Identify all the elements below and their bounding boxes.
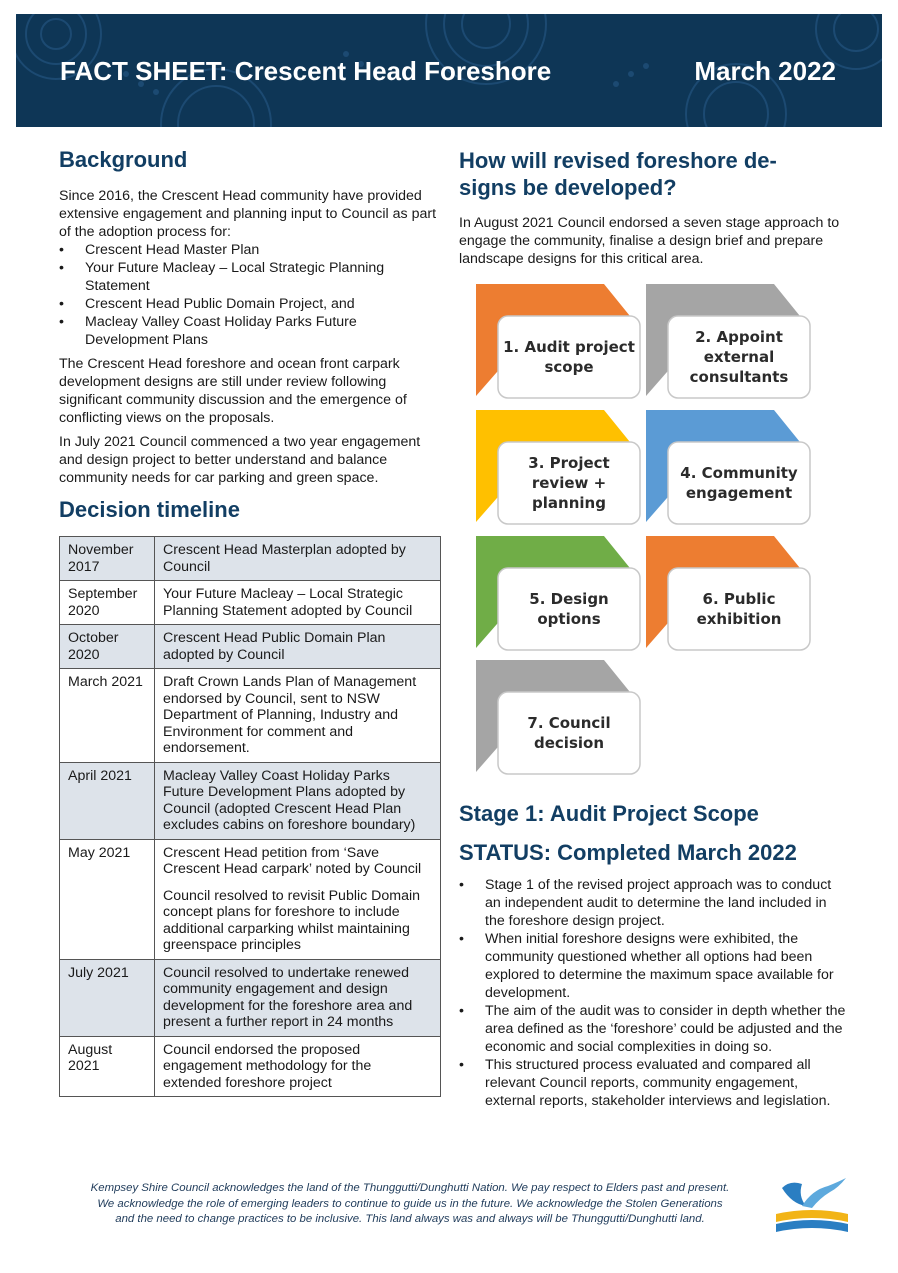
stage-4-box [646, 410, 810, 524]
list-item: • Your Future Macleay – Local Strategic Planning Statement [59, 259, 441, 295]
stage1-heading: Stage 1: Audit Project Scope [459, 801, 759, 826]
timeline-date: March 2021 [60, 669, 155, 763]
table-row [60, 1036, 441, 1097]
footer-line: We acknowledge the role of emerging leaders to continue to guide us in the future. We acknowledge the Stolen Generations [97, 1197, 723, 1210]
stage-2-label: external [703, 348, 775, 366]
timeline-date: July 2021 [60, 959, 155, 1036]
stage-1-card [498, 316, 640, 398]
stage-7-label: decision [534, 734, 604, 752]
list-item: • Crescent Head Public Domain Project, and [59, 295, 441, 313]
stage-2-label: 2. Appoint [695, 328, 783, 346]
background-list [59, 241, 441, 349]
stage-6-card [668, 568, 810, 650]
timeline-text: Draft Crown Lands Plan of Management endorsed by Council, sent to NSW Department of Planning, Industry and Environment for comment and endorsement. [155, 669, 441, 763]
timeline-date: April 2021 [60, 762, 155, 839]
table-row [60, 959, 441, 1036]
publication-date: March 2022 [694, 56, 836, 86]
stage-4-label: 4. Community [680, 464, 798, 482]
stage-4-label: engagement [685, 484, 793, 502]
table-row [60, 625, 441, 669]
stage-3-label: review + [531, 474, 607, 492]
list-item: • Stage 1 of the revised project approach was to conduct an independent audit to determine the land included in the foreshore design project. [459, 876, 849, 930]
list-item: • This structured process evaluated and compared all relevant Council reports, community engagement, external reports, stakeholder interviews and legislation. [459, 1056, 849, 1110]
background-heading: Background [59, 147, 188, 172]
right-column [459, 147, 849, 268]
stage-1-label: 1. Audit project [503, 338, 635, 356]
stage1-list [459, 876, 849, 1110]
stage-6-label: 6. Public [702, 590, 776, 608]
stage-2-label: consultants [689, 368, 789, 386]
page-title: FACT SHEET: Crescent Head Foreshore [60, 56, 552, 86]
revised-designs-heading [459, 147, 849, 201]
table-row [60, 581, 441, 625]
background-intro: Since 2016, the Crescent Head community have provided extensive engagement and planning input to Council as part of the adoption process for: [59, 188, 437, 240]
stage-6-box [646, 536, 810, 650]
timeline-heading: Decision timeline [59, 497, 240, 522]
footer-line: and the need to change practices to be inclusive. This land always was and always will be Thunggutti/Dunghutti land. [115, 1213, 705, 1225]
stage1-status: STATUS: Completed March 2022 [459, 840, 797, 865]
timeline-text-part: Crescent Head petition from ‘Save Crescent Head carpark’ noted by Council [163, 844, 422, 877]
timeline-text: Crescent Head Public Domain Plan adopted by Council [155, 625, 441, 669]
timeline-text: Council resolved to undertake renewed community engagement and design development for the foreshore area and present a further report in 24 months [155, 959, 441, 1036]
stage-4-card [668, 442, 810, 524]
left-column [59, 147, 441, 1097]
footer-line: Kempsey Shire Council acknowledges the land of the Thunggutti/Dunghutti Nation. We pay respect to Elders past and present. [90, 1182, 730, 1194]
stage-2-box [646, 284, 810, 398]
stage-5-card [498, 568, 640, 650]
timeline-text: Macleay Valley Coast Holiday Parks Future Development Plans adopted by Council (adopted Crescent Head Plan excludes cabins on foreshore boundary) [155, 762, 441, 839]
stage-1-label: scope [544, 358, 594, 376]
timeline-text-part: Council resolved to revisit Public Domain concept plans for foreshore to include additional carparking whilst maintaining greenspace principles [163, 887, 421, 953]
table-row [60, 537, 441, 581]
timeline-text: Crescent Head Masterplan adopted by Council [155, 537, 441, 581]
timeline-date: September 2020 [60, 581, 155, 625]
stage-1-box [476, 284, 640, 398]
stage-7-label: 7. Council [527, 714, 611, 732]
list-item: • Macleay Valley Coast Holiday Parks Future Development Plans [59, 313, 441, 349]
stage-6-label: exhibition [696, 610, 782, 628]
revised-intro: In August 2021 Council endorsed a seven stage approach to engage the community, finalise a design brief and prepare landscape designs for this critical area. [459, 215, 840, 267]
stage-3-label: 3. Project [528, 454, 610, 472]
background-paragraph: In July 2021 Council commenced a two year engagement and design project to better understand and balance community needs for car parking and green space. [59, 434, 421, 486]
heading-line: signs be developed? [459, 175, 677, 200]
stage-7-card [498, 692, 640, 774]
table-row [60, 762, 441, 839]
decision-timeline-table [59, 536, 441, 1097]
stage-5-label: options [537, 610, 601, 628]
stage-3-box [476, 410, 640, 524]
acknowledgement-of-country [40, 1181, 780, 1228]
list-item: • Crescent Head Master Plan [59, 241, 441, 259]
list-item: • The aim of the audit was to consider in depth whether the area defined as the ‘foreshore’ could be adjusted and the economic and social complexities in doing so. [459, 1002, 849, 1056]
heading-line: How will revised foreshore de- [459, 148, 777, 173]
table-row [60, 839, 441, 959]
stage1-section [459, 801, 849, 1110]
timeline-date: August 2021 [60, 1036, 155, 1097]
timeline-text [155, 839, 441, 959]
kempsey-shire-logo [772, 1176, 852, 1236]
timeline-date: October 2020 [60, 625, 155, 669]
timeline-text: Council endorsed the proposed engagement methodology for the extended foreshore project [155, 1036, 441, 1097]
table-row [60, 669, 441, 763]
background-paragraph: The Crescent Head foreshore and ocean front carpark development designs are still under review following significant community discussion and the emergence of conflicting views on the proposals. [59, 356, 407, 426]
stage-5-box [476, 536, 640, 650]
stage-7-box [476, 660, 640, 774]
timeline-text: Your Future Macleay – Local Strategic Planning Statement adopted by Council [155, 581, 441, 625]
stage-3-label: planning [532, 494, 606, 512]
timeline-date: May 2021 [60, 839, 155, 959]
stage-5-label: 5. Design [529, 590, 609, 608]
timeline-date: November 2017 [60, 537, 155, 581]
list-item: • When initial foreshore designs were exhibited, the community questioned whether all options had been explored to determine the maximum space available for development. [459, 930, 849, 1002]
seven-stage-diagram [470, 282, 830, 782]
header-banner [16, 14, 882, 127]
